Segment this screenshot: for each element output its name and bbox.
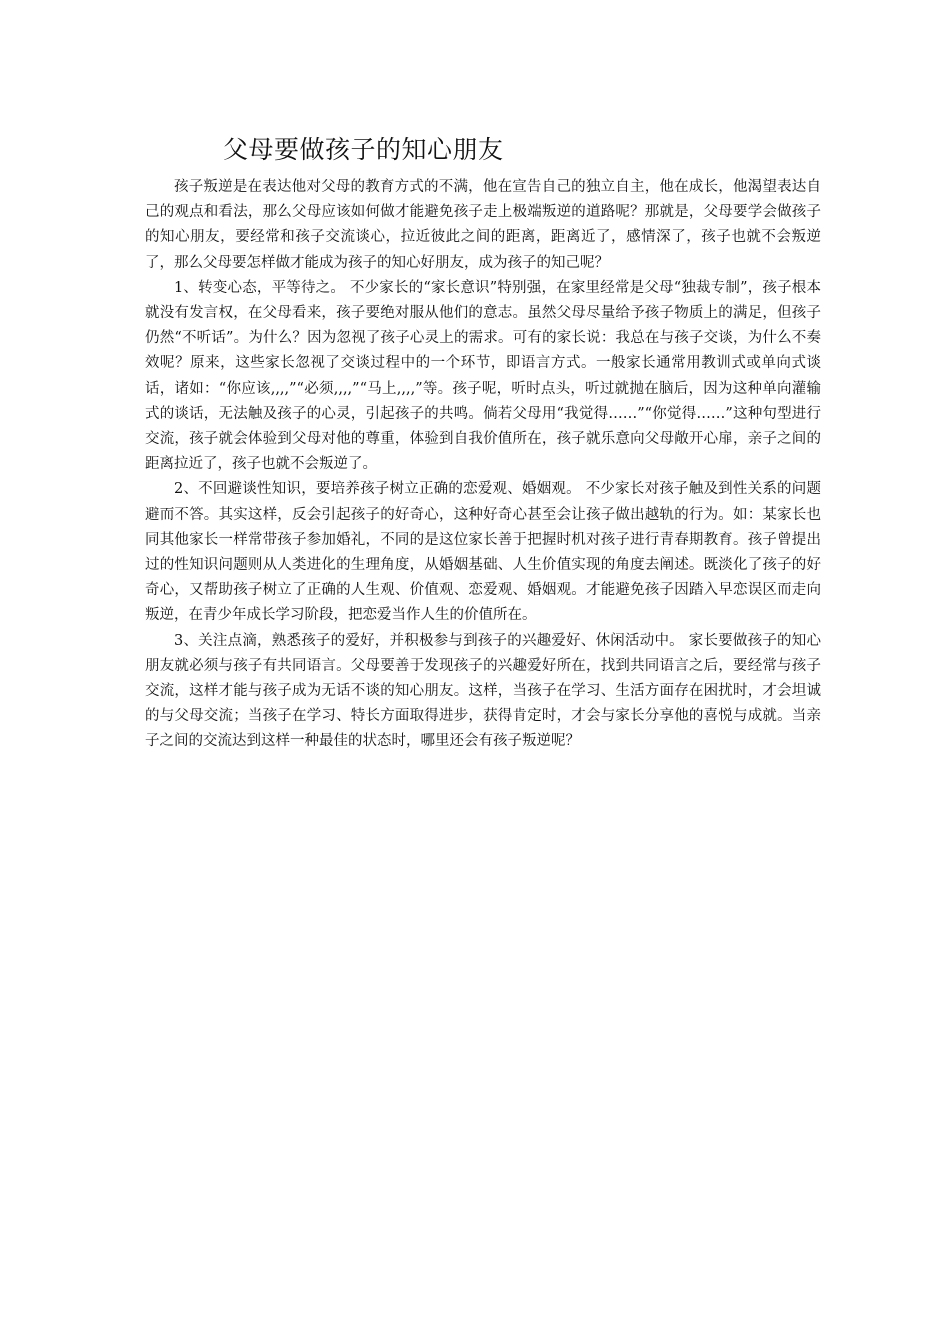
document-body [145, 175, 821, 755]
paragraph-point-1: 1、转变心态，平等待之。 不少家长的“家长意识”特别强，在家里经常是父母“独裁专制”，孩子根本就没有发言权，在父母看来，孩子要绝对服从他们的意志。虽然父母尽量给予孩子物质上的满足，但孩子仍然“不听话”。为什么？因为忽视了孩子心灵上的需求。可有的家长说：我总在与孩子交谈，为什么不奏效呢？原来，这些家长忽视了交谈过程中的一个环节，即语言方式。一般家长通常用教训式或单向式谈话，诸如：“你应该,,,,”“必须,,,,”“马上,,,,”等。孩子呢，听时点头，听过就抛在脑后，因为这种单向灌输式的谈话，无法触及孩子的心灵，引起孩子的共鸣。倘若父母用“我觉得……”“你觉得……”这种句型进行交流，孩子就会体验到父母对他的尊重，体验到自我价值所在，孩子就乐意向父母敞开心扉，亲子之间的距离拉近了，孩子也就不会叛逆了。 [145, 279, 821, 473]
paragraph-intro: 孩子叛逆是在表达他对父母的教育方式的不满，他在宣告自己的独立自主，他在成长，他渴望表达自己的观点和看法，那么父母应该如何做才能避免孩子走上极端叛逆的道路呢？那就是，父母要学会做孩子的知心朋友，要经常和孩子交流谈心，拉近彼此之间的距离，距离近了，感情深了，孩子也就不会叛逆了，那么父母要怎样做才能成为孩子的知心好朋友，成为孩子的知己呢？ [145, 179, 821, 271]
paragraph-point-3: 3、关注点滴，熟悉孩子的爱好，并积极参与到孩子的兴趣爱好、休闲活动中。 家长要做孩子的知心朋友就必须与孩子有共同语言。父母要善于发现孩子的兴趣爱好所在，找到共同语言之后，要经常与孩子交流，这样才能与孩子成为无话不谈的知心朋友。这样，当孩子在学习、生活方面存在困扰时，才会坦诚的与父母交流；当孩子在学习、特长方面取得进步，获得肯定时，才会与家长分享他的喜悦与成就。当亲子之间的交流达到这样一种最佳的状态时，哪里还会有孩子叛逆呢？ [145, 632, 821, 750]
document-title: 父母要做孩子的知心朋友 [223, 135, 504, 164]
paragraph-point-2: 2、不回避谈性知识，要培养孩子树立正确的恋爱观、婚姻观。 不少家长对孩子触及到性关系的问题避而不答。其实这样，反会引起孩子的好奇心，这种好奇心甚至会让孩子做出越轨的行为。如：某家长也同其他家长一样常带孩子参加婚礼，不同的是这位家长善于把握时机对孩子进行青春期教育。孩子曾提出过的性知识问题则从人类进化的生理角度，从婚姻基础、人生价值实现的角度去阐述。既淡化了孩子的好奇心，又帮助孩子树立了正确的人生观、价值观、恋爱观、婚姻观。才能避免孩子因踏入早恋误区而走向叛逆，在青少年成长学习阶段，把恋爱当作人生的价值所在。 [145, 481, 821, 624]
